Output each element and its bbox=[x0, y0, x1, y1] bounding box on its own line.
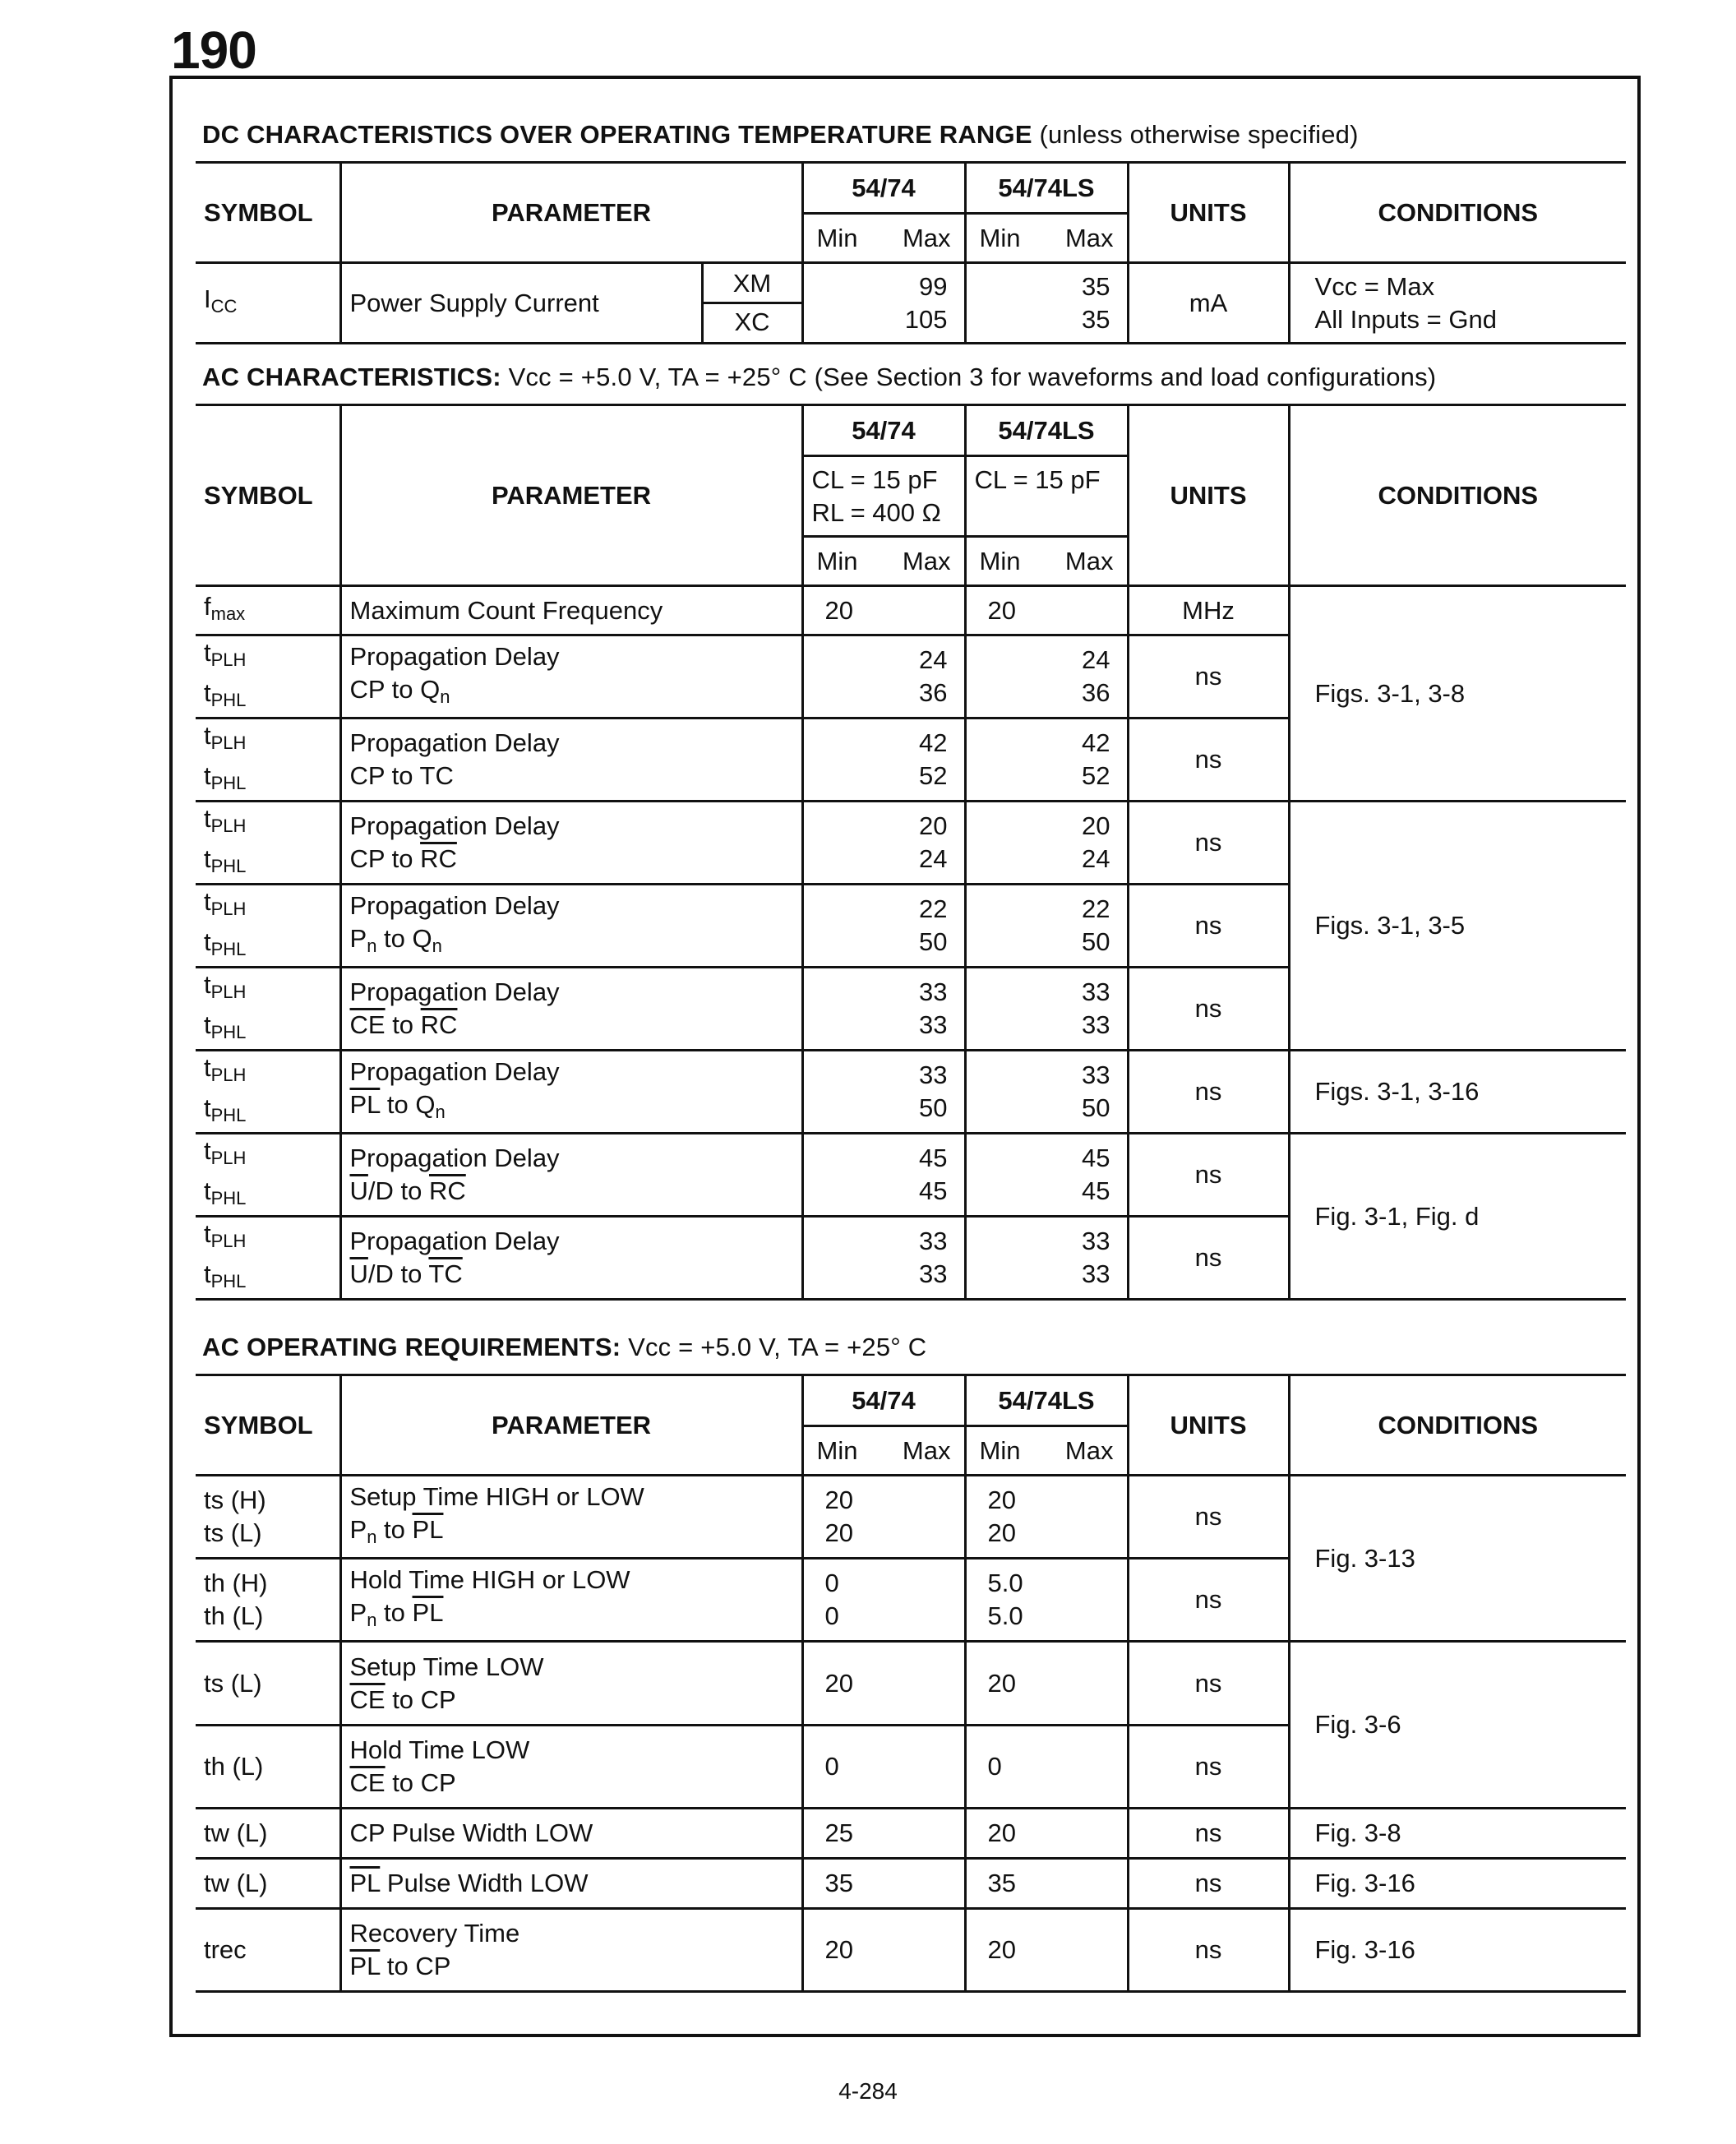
col-parameter: PARAMETER bbox=[340, 163, 802, 263]
tp-symbol: $t_{PLH}$ $t_{PHL}$ bbox=[196, 719, 340, 802]
fmax-units: MHz bbox=[1128, 586, 1289, 635]
icc-parameter: Power Supply Current bbox=[340, 263, 702, 344]
tp-5474ls: 22 50 bbox=[965, 885, 1128, 968]
ac-col-5474: 54/74 bbox=[802, 405, 965, 456]
req-section-title: AC OPERATING REQUIREMENTS: Vcc = +5.0 V, TA = +25° C bbox=[202, 1333, 927, 1361]
req-col-conditions: CONDITIONS bbox=[1289, 1375, 1626, 1476]
req-symbol: ts (L) bbox=[196, 1642, 340, 1726]
col-5474: 54/74 bbox=[802, 163, 965, 214]
fmax-5474: 20 bbox=[802, 586, 965, 635]
req-5474: 20 20 bbox=[802, 1476, 965, 1559]
col-symbol: SYMBOL bbox=[196, 163, 340, 263]
req-row bbox=[196, 1476, 1626, 1559]
tp-5474: 20 24 bbox=[802, 802, 965, 885]
tp-parameter: Propagation Delay $\overline{U}/D$ to $\overline{RC}$ bbox=[340, 1134, 802, 1217]
ac-col-parameter: PARAMETER bbox=[340, 405, 802, 586]
req-units: ns bbox=[1128, 1642, 1289, 1726]
minmax-5474: Min Max bbox=[802, 214, 965, 263]
req-symbol: tw (L) bbox=[196, 1859, 340, 1909]
fmax-symbol: $f_{max}$ bbox=[196, 586, 340, 635]
ac-row-fmax bbox=[196, 586, 1626, 635]
tp-5474ls: 20 24 bbox=[965, 802, 1128, 885]
tp-5474: 33 33 bbox=[802, 1217, 965, 1300]
tp-5474ls: 33 33 bbox=[965, 968, 1128, 1051]
ac-minmax-5474: Min Max bbox=[802, 537, 965, 586]
req-minmax-5474: Min Max bbox=[802, 1426, 965, 1476]
ac-col-symbol: SYMBOL bbox=[196, 405, 340, 586]
tp-5474: 33 33 bbox=[802, 968, 965, 1051]
tp-parameter: Propagation Delay $P_n$ to $Q_n$ bbox=[340, 885, 802, 968]
req-symbol: th (H) th (L) bbox=[196, 1559, 340, 1642]
req-units: ns bbox=[1128, 1559, 1289, 1642]
req-minmax-5474ls: Min Max bbox=[965, 1426, 1128, 1476]
req-5474ls: 20 bbox=[965, 1809, 1128, 1859]
req-parameter: Recovery Time $\overline{PL}$ to CP bbox=[340, 1909, 802, 1992]
req-cond: Fig. 3-8 bbox=[1289, 1809, 1626, 1859]
ac-cond-1: Figs. 3-1, 3-8 bbox=[1289, 586, 1626, 802]
tp-5474ls: 33 50 bbox=[965, 1051, 1128, 1134]
req-units: ns bbox=[1128, 1909, 1289, 1992]
req-units: ns bbox=[1128, 1726, 1289, 1809]
page-footer: 4-284 bbox=[838, 2078, 898, 2104]
req-parameter: Hold Time LOW $\overline{CE}$ to CP bbox=[340, 1726, 802, 1809]
tp-5474: 22 50 bbox=[802, 885, 965, 968]
req-col-symbol: SYMBOL bbox=[196, 1375, 340, 1476]
datasheet-frame bbox=[169, 76, 1641, 2037]
ac-section-title: AC CHARACTERISTICS: Vcc = +5.0 V, TA = +25° C (See Section 3 for waveforms and load configurations) bbox=[202, 363, 1437, 391]
ac-load-5474ls: CL = 15 pF bbox=[965, 456, 1128, 537]
tp-parameter: Propagation Delay $\overline{U}/D$ to $\overline{TC}$ bbox=[340, 1217, 802, 1300]
req-row bbox=[196, 1909, 1626, 1992]
dc-table bbox=[196, 161, 1626, 344]
icc-variants: XM XC bbox=[702, 263, 802, 344]
tp-units: ns bbox=[1128, 635, 1289, 719]
req-symbol: trec bbox=[196, 1909, 340, 1992]
tp-5474ls: 45 45 bbox=[965, 1134, 1128, 1217]
req-units: ns bbox=[1128, 1859, 1289, 1909]
req-units: ns bbox=[1128, 1476, 1289, 1559]
tp-symbol: $t_{PLH}$ $t_{PHL}$ bbox=[196, 885, 340, 968]
ac-load-5474: CL = 15 pF RL = 400 Ω bbox=[802, 456, 965, 537]
fmax-5474ls: 20 bbox=[965, 586, 1128, 635]
req-parameter: $\overline{PL}$ Pulse Width LOW bbox=[340, 1859, 802, 1909]
icc-5474: 99 105 bbox=[802, 263, 965, 344]
req-5474: 35 bbox=[802, 1859, 965, 1909]
ac-table bbox=[196, 404, 1626, 1301]
tp-parameter: Propagation Delay CP to TC bbox=[340, 719, 802, 802]
icc-5474ls: 35 35 bbox=[965, 263, 1128, 344]
req-5474: 20 bbox=[802, 1642, 965, 1726]
tp-units: ns bbox=[1128, 968, 1289, 1051]
req-col-parameter: PARAMETER bbox=[340, 1375, 802, 1476]
req-row bbox=[196, 1809, 1626, 1859]
req-parameter: Hold Time HIGH or LOW $P_n$ to $\overline{PL}$ bbox=[340, 1559, 802, 1642]
req-5474ls: 0 bbox=[965, 1726, 1128, 1809]
req-row bbox=[196, 1859, 1626, 1909]
tp-5474ls: 24 36 bbox=[965, 635, 1128, 719]
req-5474ls: 20 bbox=[965, 1642, 1128, 1726]
req-cond: Fig. 3-16 bbox=[1289, 1909, 1626, 1992]
tp-symbol: $t_{PLH}$ $t_{PHL}$ bbox=[196, 1217, 340, 1300]
icc-conditions: Vcc = Max All Inputs = Gnd bbox=[1289, 263, 1626, 344]
req-symbol: ts (H) ts (L) bbox=[196, 1476, 340, 1559]
tp-5474ls: 33 33 bbox=[965, 1217, 1128, 1300]
tp-units: ns bbox=[1128, 802, 1289, 885]
req-cond-b: Fig. 3-6 bbox=[1289, 1642, 1626, 1809]
req-5474: 0 0 bbox=[802, 1559, 965, 1642]
col-5474ls: 54/74LS bbox=[965, 163, 1128, 214]
tp-symbol: $t_{PLH}$ $t_{PHL}$ bbox=[196, 1051, 340, 1134]
req-symbol: th (L) bbox=[196, 1726, 340, 1809]
tp-5474: 45 45 bbox=[802, 1134, 965, 1217]
tp-units: ns bbox=[1128, 1217, 1289, 1300]
ac-col-5474ls: 54/74LS bbox=[965, 405, 1128, 456]
req-parameter: Setup Time HIGH or LOW $P_n$ to $\overline{PL}$ bbox=[340, 1476, 802, 1559]
req-5474ls: 5.0 5.0 bbox=[965, 1559, 1128, 1642]
ac-col-units: UNITS bbox=[1128, 405, 1289, 586]
icc-units: mA bbox=[1128, 263, 1289, 344]
tp-symbol: $t_{PLH}$ $t_{PHL}$ bbox=[196, 1134, 340, 1217]
tp-parameter: Propagation Delay CP to $Q_n$ bbox=[340, 635, 802, 719]
ac-row bbox=[196, 802, 1626, 885]
req-row bbox=[196, 1642, 1626, 1726]
req-col-5474ls: 54/74LS bbox=[965, 1375, 1128, 1426]
req-symbol: tw (L) bbox=[196, 1809, 340, 1859]
req-5474: 20 bbox=[802, 1909, 965, 1992]
req-cond-a: Fig. 3-13 bbox=[1289, 1476, 1626, 1642]
ac-row bbox=[196, 1134, 1626, 1217]
tp-5474ls: 42 52 bbox=[965, 719, 1128, 802]
ac-row bbox=[196, 1051, 1626, 1134]
dc-row-icc bbox=[196, 263, 1626, 344]
tp-5474: 42 52 bbox=[802, 719, 965, 802]
ac-minmax-5474ls: Min Max bbox=[965, 537, 1128, 586]
tp-symbol: $t_{PLH}$ $t_{PHL}$ bbox=[196, 968, 340, 1051]
req-parameter: Setup Time LOW $\overline{CE}$ to CP bbox=[340, 1642, 802, 1726]
req-parameter: CP Pulse Width LOW bbox=[340, 1809, 802, 1859]
req-5474: 0 bbox=[802, 1726, 965, 1809]
tp-units: ns bbox=[1128, 1134, 1289, 1217]
req-cond: Fig. 3-16 bbox=[1289, 1859, 1626, 1909]
tp-parameter: Propagation Delay $\overline{PL}$ to $Q_n$ bbox=[340, 1051, 802, 1134]
req-col-units: UNITS bbox=[1128, 1375, 1289, 1476]
req-units: ns bbox=[1128, 1809, 1289, 1859]
ac-cond-3: Figs. 3-1, 3-16 bbox=[1289, 1051, 1626, 1134]
page-number: 190 bbox=[171, 21, 256, 80]
icc-symbol: $I_{CC}$ bbox=[196, 263, 340, 344]
tp-symbol: $t_{PLH}$ $t_{PHL}$ bbox=[196, 802, 340, 885]
tp-parameter: Propagation Delay CP to $\overline{RC}$ bbox=[340, 802, 802, 885]
fmax-parameter: Maximum Count Frequency bbox=[340, 586, 802, 635]
req-col-5474: 54/74 bbox=[802, 1375, 965, 1426]
tp-units: ns bbox=[1128, 1051, 1289, 1134]
req-table bbox=[196, 1374, 1626, 1993]
ac-col-conditions: CONDITIONS bbox=[1289, 405, 1626, 586]
ac-cond-4: Fig. 3-1, Fig. d bbox=[1289, 1134, 1626, 1300]
ac-cond-2: Figs. 3-1, 3-5 bbox=[1289, 802, 1626, 1051]
tp-5474: 24 36 bbox=[802, 635, 965, 719]
tp-parameter: Propagation Delay $\overline{CE}$ to $\overline{RC}$ bbox=[340, 968, 802, 1051]
col-conditions: CONDITIONS bbox=[1289, 163, 1626, 263]
col-units: UNITS bbox=[1128, 163, 1289, 263]
req-5474ls: 35 bbox=[965, 1859, 1128, 1909]
minmax-5474ls: Min Max bbox=[965, 214, 1128, 263]
dc-section-title: DC CHARACTERISTICS OVER OPERATING TEMPERATURE RANGE (unless otherwise specified) bbox=[202, 120, 1359, 149]
req-5474ls: 20 20 bbox=[965, 1476, 1128, 1559]
req-5474: 25 bbox=[802, 1809, 965, 1859]
tp-units: ns bbox=[1128, 719, 1289, 802]
tp-5474: 33 50 bbox=[802, 1051, 965, 1134]
tp-units: ns bbox=[1128, 885, 1289, 968]
tp-symbol: $t_{PLH}$ $t_{PHL}$ bbox=[196, 635, 340, 719]
req-5474ls: 20 bbox=[965, 1909, 1128, 1992]
